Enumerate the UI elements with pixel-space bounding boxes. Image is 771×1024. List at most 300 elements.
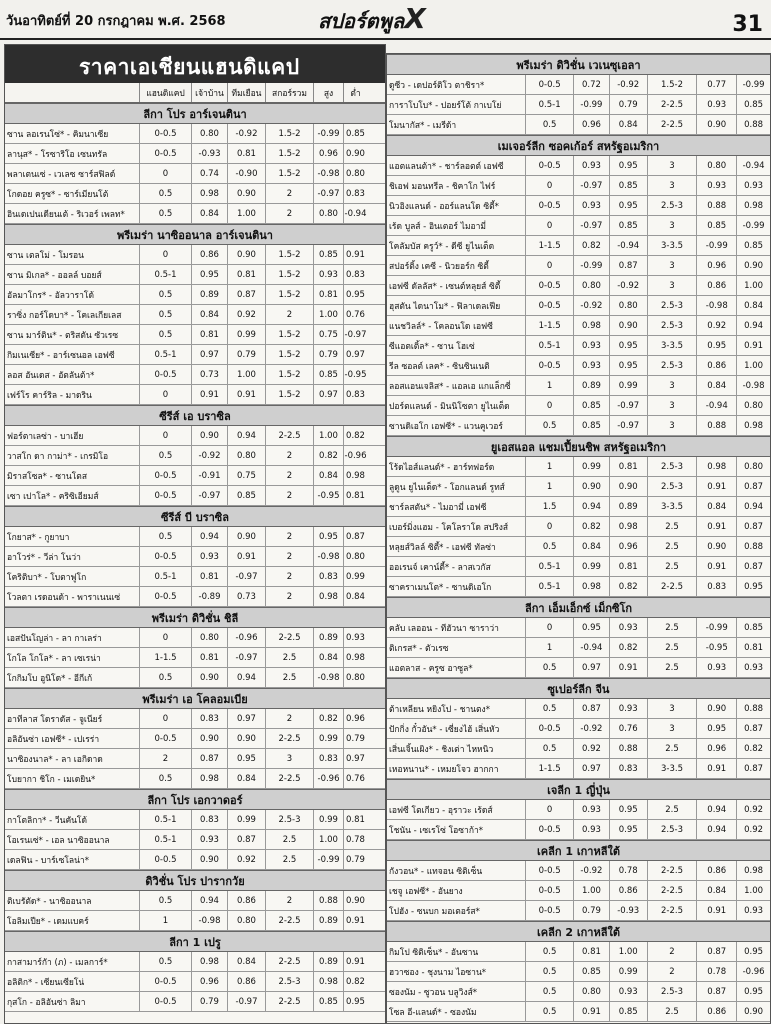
away-odds: 0.85 [609, 1002, 647, 1021]
under-odds: -0.99 [736, 75, 770, 94]
over-odds: 0.87 [696, 942, 736, 961]
under-odds: 1.00 [736, 881, 770, 900]
match-teams: ซาน เตลโม่ - โมรอน [7, 250, 84, 261]
away-odds: 0.81 [227, 265, 265, 284]
under-odds: 0.98 [736, 861, 770, 880]
home-odds: -0.92 [573, 861, 609, 880]
total-goals: 2.5-3 [647, 196, 697, 215]
match-teams: เฟร์โร คาร์ริล - มาดริน [7, 390, 92, 401]
over-odds: 0.82 [313, 709, 343, 728]
under-odds: -0.95 [343, 365, 367, 384]
match-row [5, 385, 385, 405]
away-odds: 0.82 [609, 577, 647, 596]
handicap-value: 0 [139, 709, 191, 728]
home-odds: 0.95 [573, 618, 609, 637]
match-teams: เดลฟิน - บาร์เซโลน่า* [7, 855, 89, 866]
home-odds: 0.86 [191, 245, 227, 264]
match-row [387, 982, 770, 1002]
total-goals: 2-2.5 [647, 901, 697, 920]
home-odds: -0.91 [191, 466, 227, 485]
over-odds: 0.95 [696, 719, 736, 738]
match-row [387, 75, 770, 95]
match-row [387, 477, 770, 497]
away-odds: 0.84 [227, 769, 265, 788]
handicap-value: 0-0.5 [139, 124, 191, 143]
home-odds: 0.85 [573, 416, 609, 435]
total-goals: 3 [647, 376, 697, 395]
handicap-value: 0.5 [525, 658, 573, 677]
away-odds: 0.92 [227, 305, 265, 324]
home-odds: 0.99 [573, 557, 609, 576]
handicap-value: 0 [525, 176, 573, 195]
under-odds: 1.00 [736, 276, 770, 295]
handicap-value: 0.5-1 [525, 95, 573, 114]
match-teams: เบอร์มิ่งแฮม - โคโลราโด สปริงส์ [389, 522, 509, 533]
match-row [387, 881, 770, 901]
over-odds: 1.00 [313, 830, 343, 849]
over-odds: -0.97 [313, 184, 343, 203]
over-odds: 0.83 [696, 577, 736, 596]
total-goals: 2.5-3 [647, 820, 697, 839]
under-odds: 0.94 [736, 316, 770, 335]
handicap-value: 0-0.5 [525, 861, 573, 880]
home-odds: 0.84 [573, 537, 609, 556]
total-goals: 2 [265, 567, 313, 586]
away-odds: 0.87 [227, 830, 265, 849]
total-goals: 2.5 [265, 850, 313, 869]
match-row [387, 557, 770, 577]
over-odds: 0.83 [313, 567, 343, 586]
total-goals: 3 [647, 699, 697, 718]
home-odds: 0.96 [191, 972, 227, 991]
away-odds: -0.93 [609, 901, 647, 920]
over-odds: 0.91 [696, 901, 736, 920]
match-row [387, 396, 770, 416]
match-teams: ซาน มาร์ติน* - ตริสตัน ซัวเรซ [7, 330, 119, 341]
away-odds: -0.92 [227, 124, 265, 143]
home-odds: 0.98 [191, 769, 227, 788]
under-odds: 0.85 [736, 95, 770, 114]
home-odds: -0.98 [191, 911, 227, 930]
match-teams: โกโล โกโล* - ลา เซเรน่า [7, 653, 101, 664]
match-row [5, 265, 385, 285]
under-odds: 0.84 [343, 587, 367, 606]
under-odds: 0.94 [736, 497, 770, 516]
over-odds: -0.98 [313, 547, 343, 566]
total-goals: 2-2.5 [265, 729, 313, 748]
handicap-value: 0.5-1 [525, 577, 573, 596]
over-odds: 0.93 [696, 176, 736, 195]
match-teams: กิมโป ซิติเซ็น* - อันซาน [389, 947, 479, 958]
away-odds: 0.93 [609, 618, 647, 637]
match-row [387, 942, 770, 962]
away-odds: -0.94 [609, 236, 647, 255]
over-odds: -0.96 [313, 769, 343, 788]
home-odds: 0.94 [191, 891, 227, 910]
total-goals: 2 [647, 942, 697, 961]
match-teams: ซาน ลอเรนโซ่* - คิมนาเซีย [7, 129, 109, 140]
total-goals: 2-2.5 [265, 992, 313, 1011]
match-teams: ลอสแอนเจลิส* - แอลเอ แกแล็กซี่ [389, 381, 511, 392]
match-row [5, 325, 385, 345]
league-header: ลีกา โปร เอกวาดอร์ [5, 789, 385, 810]
match-row [5, 124, 385, 144]
under-odds: 0.99 [343, 567, 367, 586]
over-odds: 0.82 [313, 446, 343, 465]
match-row [5, 245, 385, 265]
match-row [387, 196, 770, 216]
total-goals: 2.5 [647, 557, 697, 576]
away-odds: 0.80 [227, 911, 265, 930]
handicap-value: 0-0.5 [525, 156, 573, 175]
total-goals: 2.5 [265, 648, 313, 667]
league-header: พรีเมร่า นาซิออนาล อาร์เจนตินา [5, 224, 385, 245]
total-goals: 2 [265, 446, 313, 465]
under-odds: 0.90 [343, 144, 367, 163]
total-goals: 2.5-3 [647, 296, 697, 315]
home-odds: 0.90 [191, 850, 227, 869]
handicap-value: 0 [525, 800, 573, 819]
over-odds: 0.95 [696, 336, 736, 355]
home-odds: 0.89 [191, 285, 227, 304]
match-teams: อลิติก* - เซียนเซียโน่ [7, 977, 85, 988]
away-odds: 0.87 [227, 285, 265, 304]
total-goals: 3 [647, 276, 697, 295]
match-teams: อินเดเปนเดียนเต้ - ริเวอร์ เพลท* [7, 209, 125, 220]
over-odds: 0.94 [696, 820, 736, 839]
match-row [5, 769, 385, 789]
away-odds: 0.88 [609, 739, 647, 758]
under-odds: 0.98 [343, 648, 367, 667]
away-odds: 0.90 [227, 527, 265, 546]
match-row [387, 1002, 770, 1022]
handicap-value: 0.5 [139, 184, 191, 203]
under-odds: 0.87 [736, 557, 770, 576]
match-teams: หลุยส์วิลล์ ซิตี้* - เอฟซี ทัลซ่า [389, 542, 496, 553]
away-odds: 0.95 [609, 356, 647, 375]
away-odds: 0.90 [609, 316, 647, 335]
match-teams: อาโวร่* - วีล่า โนว่า [7, 552, 81, 563]
over-odds: -0.99 [696, 236, 736, 255]
handicap-value: 0.5-1 [139, 810, 191, 829]
under-odds: 0.80 [343, 547, 367, 566]
home-odds: -0.92 [191, 446, 227, 465]
total-goals: 2.5-3 [647, 477, 697, 496]
away-odds: 0.95 [227, 749, 265, 768]
total-goals: 2.5 [647, 800, 697, 819]
home-odds: 0.92 [573, 739, 609, 758]
handicap-value: 0.5 [525, 699, 573, 718]
under-odds: -0.94 [736, 156, 770, 175]
match-teams: ติเบรัตัด* - นาซิออนาล [7, 896, 92, 907]
home-odds: 0.94 [191, 527, 227, 546]
under-odds: 0.93 [736, 658, 770, 677]
handicap-value: 0.5 [525, 416, 573, 435]
under-odds: 0.93 [343, 628, 367, 647]
match-teams: มิราสโซล* - ซานโตส [7, 471, 88, 482]
match-teams: โชนัน - เซเรโซ่ โอซาก้า* [389, 825, 483, 836]
page-title: ราคาเอเชียนแฮนดิแคป [5, 45, 385, 83]
handicap-value: 0.5 [525, 962, 573, 981]
match-teams: การาโบโบ* - ปอยร์โต้ กาเบโย่ [389, 100, 502, 111]
match-teams: วาสโก ดา กาม่า* - เกรมิโอ [7, 451, 109, 462]
total-goals: 3-3.5 [647, 236, 697, 255]
over-odds: 0.85 [696, 216, 736, 235]
away-odds: -0.92 [609, 75, 647, 94]
home-odds: -0.97 [573, 176, 609, 195]
handicap-value: 1-1.5 [525, 236, 573, 255]
away-odds: 0.82 [609, 638, 647, 657]
home-odds: 0.79 [573, 901, 609, 920]
total-goals: 2 [265, 466, 313, 485]
league-header: เคลีก 2 เกาหลีใต้ [387, 921, 770, 942]
total-goals: 2.5 [647, 638, 697, 657]
match-row [387, 618, 770, 638]
match-row [387, 176, 770, 196]
away-odds: 0.90 [227, 245, 265, 264]
under-odds: 0.80 [343, 164, 367, 183]
home-odds: 0.99 [573, 457, 609, 476]
total-goals: 3-3.5 [647, 759, 697, 778]
home-odds: 0.93 [573, 356, 609, 375]
away-odds: 0.86 [227, 891, 265, 910]
away-odds: 0.85 [227, 486, 265, 505]
total-goals: 1.5-2 [265, 144, 313, 163]
over-odds: 0.77 [696, 75, 736, 94]
away-odds: -0.97 [609, 416, 647, 435]
handicap-value: 0-0.5 [525, 820, 573, 839]
match-teams: ดูซีว - เดปอร์ติโว ตาชิรา* [389, 80, 485, 91]
home-odds: 0.80 [191, 628, 227, 647]
match-row [387, 537, 770, 557]
match-row [5, 972, 385, 992]
match-teams: กังวอน* - แทจอน ซิติเซ็น [389, 866, 483, 877]
under-odds: 0.87 [736, 477, 770, 496]
under-odds: 0.87 [736, 759, 770, 778]
home-odds: 0.93 [573, 196, 609, 215]
away-odds: 0.95 [609, 336, 647, 355]
under-odds: 0.87 [343, 527, 367, 546]
match-row [5, 184, 385, 204]
over-odds: 0.84 [696, 497, 736, 516]
away-odds: 0.81 [609, 457, 647, 476]
match-row [387, 759, 770, 779]
away-odds: 0.78 [609, 861, 647, 880]
under-odds: 0.96 [343, 709, 367, 728]
match-row [387, 336, 770, 356]
match-teams: เอฟซี โตเกียว - อุราวะ เร้ดส์ [389, 805, 493, 816]
total-goals: 1.5-2 [265, 385, 313, 404]
league-header: ดิวิชั่น โปร ปารากวัย [5, 870, 385, 891]
over-odds: 1.00 [313, 305, 343, 324]
over-odds: -0.99 [313, 850, 343, 869]
handicap-value: 1 [525, 477, 573, 496]
home-odds: 0.96 [573, 115, 609, 134]
under-odds: 0.82 [343, 426, 367, 445]
match-row [5, 486, 385, 506]
match-teams: กาสามาร์กัา (ภ) - เมลการ์* [7, 957, 108, 968]
handicap-value: 0.5 [139, 446, 191, 465]
over-odds: -0.98 [313, 668, 343, 687]
match-row [387, 276, 770, 296]
away-odds: 1.00 [227, 365, 265, 384]
total-goals: 3-3.5 [647, 497, 697, 516]
away-odds: 0.91 [227, 385, 265, 404]
league-header: ซีรีส์ บี บราซิล [5, 506, 385, 527]
match-row [5, 446, 385, 466]
over-odds: 0.84 [313, 466, 343, 485]
over-odds: 0.84 [313, 648, 343, 667]
home-odds: 0.90 [191, 426, 227, 445]
handicap-value: 0-0.5 [139, 972, 191, 991]
home-odds: 0.97 [573, 658, 609, 677]
handicap-value: 0 [525, 396, 573, 415]
total-goals: 2 [265, 204, 313, 223]
handicap-value: 0-0.5 [139, 850, 191, 869]
total-goals: 2-2.5 [647, 577, 697, 596]
over-odds: 0.96 [313, 144, 343, 163]
handicap-value: 0 [525, 517, 573, 536]
over-odds: 0.87 [696, 982, 736, 1001]
away-odds: 1.00 [227, 204, 265, 223]
under-odds: 0.87 [736, 719, 770, 738]
away-odds: 0.81 [609, 557, 647, 576]
match-teams: ชาร์ลสตัน* - ไมอามี่ เอฟซี [389, 502, 487, 513]
under-odds: -0.96 [343, 446, 367, 465]
over-odds: -0.99 [313, 124, 343, 143]
handicap-value: 0 [139, 245, 191, 264]
match-teams: ลอส อันเดส - อัตลันต้า* [7, 370, 95, 381]
home-odds: 0.98 [573, 577, 609, 596]
match-teams: แอตลาส - ครูซ อาซูล* [389, 663, 473, 674]
left-table-body [5, 103, 385, 1012]
under-odds: 0.83 [343, 265, 367, 284]
handicap-value: 1-1.5 [139, 648, 191, 667]
handicap-value: 0-0.5 [139, 466, 191, 485]
home-odds: 0.89 [573, 376, 609, 395]
handicap-value: 0.5 [139, 305, 191, 324]
home-odds: 0.98 [573, 316, 609, 335]
over-odds: -0.94 [696, 396, 736, 415]
match-teams: ลูดูน ยูไนเต็ด* - โอกแลนด์ รูทส์ [389, 482, 505, 493]
match-teams: อัลมาโกร* - อัลวาราโด้ [7, 290, 94, 301]
match-teams: กาโตลิกา* - วีนคันโด้ [7, 815, 88, 826]
over-odds: 0.86 [696, 861, 736, 880]
match-teams: โกดอย ครูซ* - ซาร์เมียนโต้ [7, 189, 109, 200]
home-odds: 0.91 [191, 385, 227, 404]
handicap-value: 0.5 [525, 982, 573, 1001]
match-teams: ซาคราเมนโต* - ซานดิเอโก [389, 582, 492, 593]
away-odds: 0.80 [227, 446, 265, 465]
match-teams: ซาน มิเกล* - ออลล์ บอยส์ [7, 270, 102, 281]
col-match [5, 83, 139, 102]
col-over: สูง [313, 83, 343, 102]
home-odds: 0.87 [191, 749, 227, 768]
under-odds: 0.98 [343, 466, 367, 485]
away-odds: 0.94 [227, 426, 265, 445]
over-odds: 0.80 [696, 156, 736, 175]
away-odds: -0.96 [227, 628, 265, 647]
away-odds: 0.91 [227, 547, 265, 566]
over-odds: 0.88 [696, 416, 736, 435]
league-header: ลีกา 1 เปรู [5, 931, 385, 952]
handicap-value: 0-0.5 [525, 881, 573, 900]
over-odds: -0.98 [313, 164, 343, 183]
over-odds: 0.86 [696, 276, 736, 295]
right-table-body [387, 54, 770, 1022]
match-teams: โอเรนเซ่* - เอล นาซิออนาล [7, 835, 110, 846]
handicap-value: 0.5 [525, 115, 573, 134]
total-goals: 2 [265, 587, 313, 606]
over-odds: 0.85 [313, 992, 343, 1011]
match-row [387, 719, 770, 739]
away-odds: 0.96 [609, 537, 647, 556]
home-odds: -0.99 [573, 95, 609, 114]
total-goals: 2.5 [647, 618, 697, 637]
home-odds: 1.00 [573, 881, 609, 900]
match-row [5, 648, 385, 668]
match-row [5, 891, 385, 911]
over-odds: 0.81 [313, 285, 343, 304]
match-teams: ลานุส* - โรซาริโอ เซนทรัล [7, 149, 108, 160]
over-odds: 0.99 [313, 729, 343, 748]
newspaper-logo [318, 2, 426, 37]
match-row [5, 285, 385, 305]
match-row [5, 567, 385, 587]
issue-date: วันอาทิตย์ที่ 20 กรกฎาคม พ.ศ. 2568 [6, 14, 226, 29]
away-odds: 0.76 [609, 719, 647, 738]
under-odds: 0.91 [343, 911, 367, 930]
home-odds: 0.74 [191, 164, 227, 183]
home-odds: 0.82 [573, 236, 609, 255]
handicap-value: 0.5 [139, 952, 191, 971]
match-row [387, 316, 770, 336]
over-odds: 0.98 [313, 972, 343, 991]
under-odds: 0.81 [736, 638, 770, 657]
total-goals: 2-2.5 [647, 115, 697, 134]
over-odds: 0.88 [696, 196, 736, 215]
match-teams: สปอร์ติ้ง เคซี - นิวยอร์ก ซิตี้ [389, 261, 489, 272]
away-odds: 0.91 [609, 658, 647, 677]
home-odds: 0.85 [573, 962, 609, 981]
match-row [5, 668, 385, 688]
under-odds: 0.78 [343, 830, 367, 849]
handicap-value: 0.5 [139, 769, 191, 788]
match-teams: โวลตา เรดอนด้า - พาราเนนเซ่ [7, 592, 121, 603]
over-odds: 0.91 [696, 557, 736, 576]
match-row [5, 547, 385, 567]
total-goals: 1.5-2 [265, 325, 313, 344]
match-row [5, 365, 385, 385]
away-odds: 0.99 [227, 325, 265, 344]
total-goals: 2.5-3 [647, 982, 697, 1001]
home-odds: 0.95 [191, 265, 227, 284]
handicap-value: 0-0.5 [139, 992, 191, 1011]
over-odds: 0.94 [696, 800, 736, 819]
match-row [5, 850, 385, 870]
home-odds: -0.97 [191, 486, 227, 505]
away-odds: 0.79 [609, 95, 647, 114]
handicap-value: 0.5-1 [139, 345, 191, 364]
under-odds: 0.88 [736, 537, 770, 556]
under-odds: 0.90 [736, 256, 770, 275]
away-odds: 0.99 [609, 376, 647, 395]
home-odds: 0.84 [191, 305, 227, 324]
match-teams: โปฮัง - ซนบก มอเตอร์ส* [389, 906, 480, 917]
handicap-value: 0 [525, 216, 573, 235]
match-row [387, 416, 770, 436]
over-odds: 0.90 [696, 699, 736, 718]
